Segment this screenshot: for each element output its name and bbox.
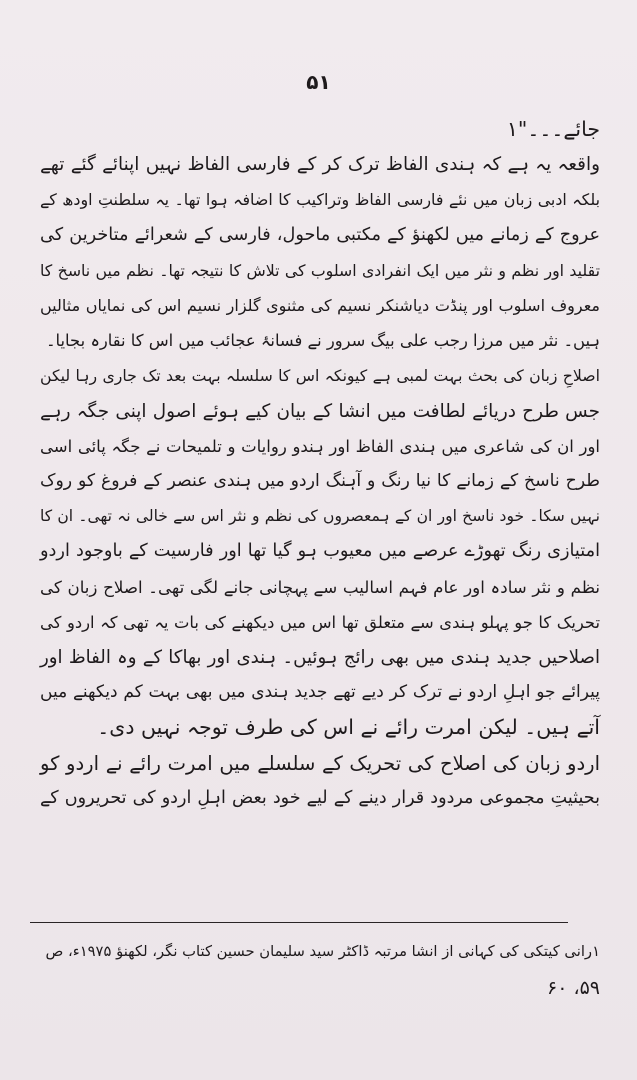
body-line: معروف اسلوب اور پنڈت دیاشنکر نسیم کی مثنوی گلزار نسیم اس کی نمایاں مثالیں bbox=[40, 296, 600, 316]
body-line: اصلاحِ زبان کی بحث بہت لمبی ہے کیونکہ اس کا سلسلہ بہت بعد تک جاری رہا لیکن bbox=[40, 366, 600, 386]
body-line: اور ان کی شاعری میں ہندی الفاظ اور ہندو روایات و تلمیحات نے جگہ پائی اسی bbox=[40, 436, 600, 456]
body-line: بلکہ ادبی زبان میں نئے فارسی الفاظ وتراکیب کا اضافہ ہوا تھا۔ یہ سلطنتِ اودھ کے bbox=[40, 190, 600, 210]
footnote bbox=[40, 934, 600, 1006]
footnote-divider bbox=[30, 922, 568, 923]
body-line: نظم و نثر سادہ اور عام فہم اسالیب سے پہچانی جانے لگی تھی۔ اصلاح زبان کی bbox=[40, 577, 600, 597]
body-line: طرح ناسخ کے زمانے کا نیا رنگ و آہنگ اردو میں ہندی عنصر کے فروغ کو روک bbox=[40, 471, 600, 492]
body-line: آتے ہیں۔ لیکن امرت رائے نے اس کی طرف توجہ نہیں دی۔ bbox=[97, 715, 600, 740]
body-line: تقلید اور نظم و نثر میں ایک انفرادی اسلوب کی تلاش کا نتیجہ تھا۔ نظم میں ناسخ کا bbox=[40, 260, 600, 280]
footnote-line: ۵۹، ۶۰ bbox=[546, 977, 600, 999]
body-line: اردو زبان کی اصلاح کی تحریک کے سلسلے میں امرت رائے نے اردو کو bbox=[40, 751, 600, 775]
body-line: جائے۔۔۔"۱ bbox=[506, 117, 600, 141]
body-line: امتیازی رنگ تھوڑے عرصے میں معیوب ہو گیا تھا اور فارسیت کے باوجود اردو bbox=[40, 541, 600, 562]
body-line: بحیثیتِ مجموعی مردود قرار دینے کے لیے خود بعض اہلِ اردو کی تحریروں کے bbox=[40, 787, 600, 808]
page-number: ۵۱ bbox=[306, 70, 331, 94]
body-line: پیرائے جو اہلِ اردو نے ترک کر دیے تھے جدید ہندی میں بھی بہت کم دیکھنے میں bbox=[40, 682, 600, 703]
body-line: عروج کے زمانے میں لکھنؤ کے مکتبی ماحول، فارسی کے شعرائے متاخرین کی bbox=[40, 224, 600, 245]
footnote-line: ۱رانی کیتکی کی کہانی از انشا مرتبہ ڈاکٹر سید سلیمان حسین کتاب نگر، لکھنؤ ۱۹۷۵ء، ص bbox=[45, 943, 600, 960]
body-line: واقعہ یہ ہے کہ ہندی الفاظ ترک کر کے فارسی الفاظ نہیں اپنائے گئے تھے bbox=[40, 154, 600, 176]
body-line: جس طرح دریائے لطافت میں انشا کے بیان کیے ہوئے اصول اپنی جگہ رہے bbox=[40, 400, 600, 422]
body-text bbox=[40, 112, 600, 816]
body-line: اصلاحیں جدید ہندی میں بھی رائج ہوئیں۔ ہندی اور بھاکا کے وہ الفاظ اور bbox=[40, 647, 600, 669]
body-line: نہیں سکا۔ خود ناسخ اور ان کے ہمعصروں کی نظم و نثر اس سے خالی نہ تھی۔ ان کا bbox=[40, 507, 600, 526]
body-line: ہیں۔ نثر میں مرزا رجب علی بیگ سرور نے فسانۂ عجائب میں اس کا نقارہ بجایا۔ bbox=[45, 331, 600, 351]
body-line: تحریک کا جو پہلو ہندی سے متعلق تھا اس میں دیکھنے کی بات یہ تھی کہ اردو کی bbox=[40, 612, 600, 632]
